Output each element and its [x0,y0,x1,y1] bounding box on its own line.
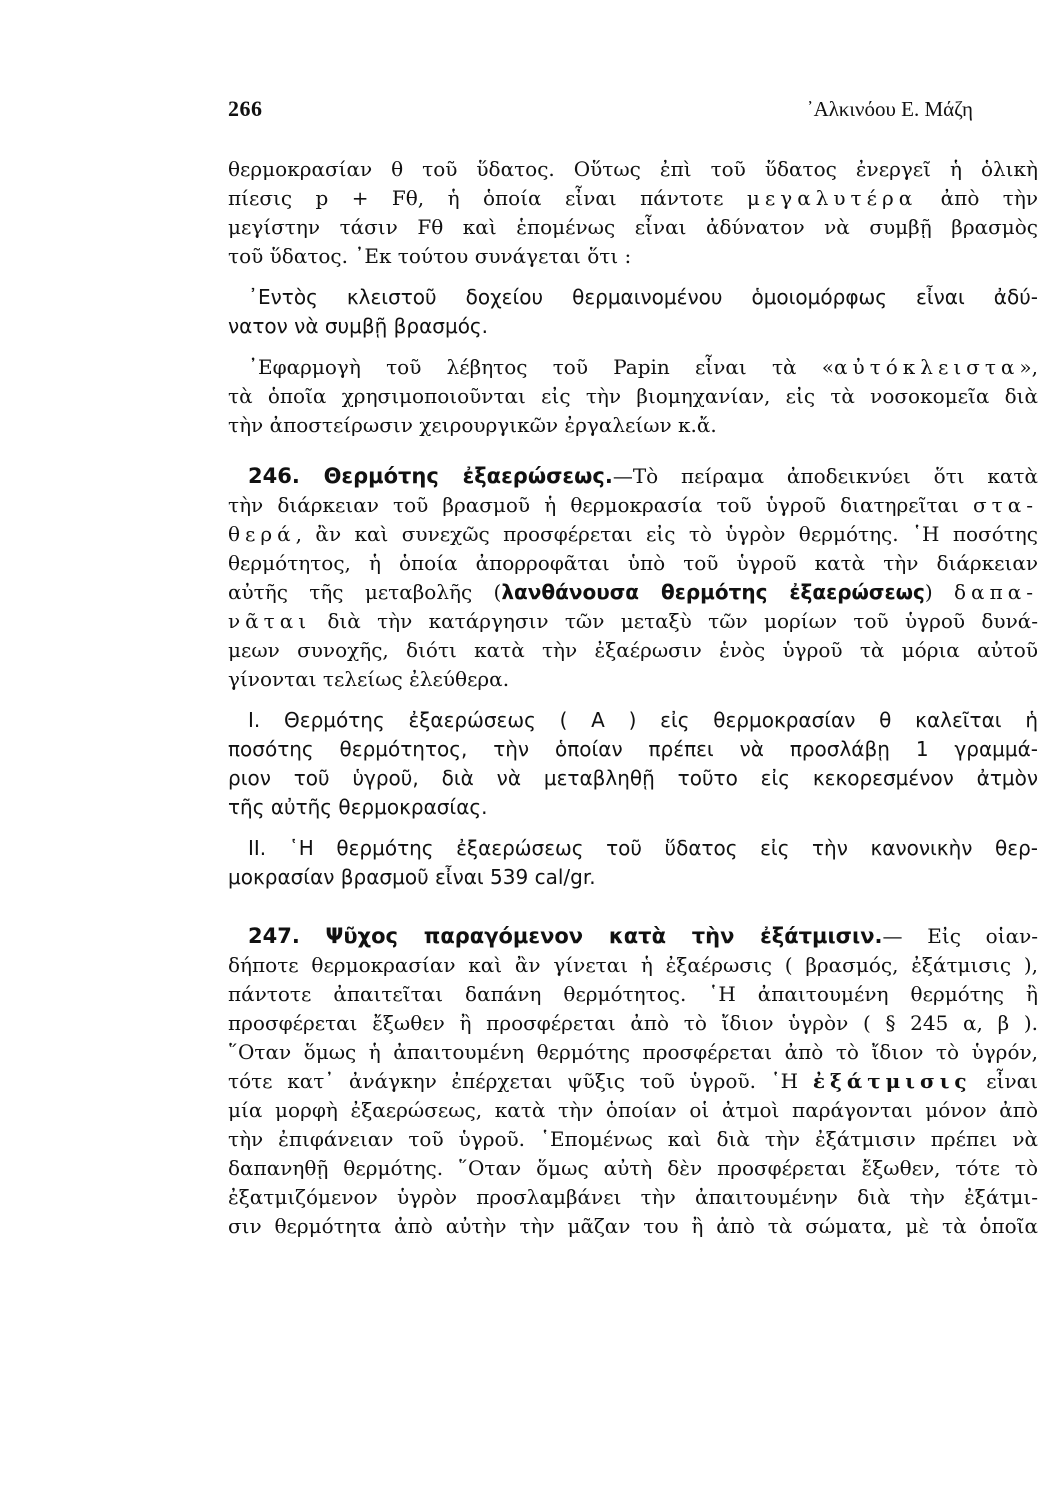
text-line: μοκρασίαν βρασμοῦ εἶναι 539 cal/gr. [228,865,596,889]
text-line: I. Θερμότης ἐξαερώσεως ( Α ) εἰς θερμοκρασίαν θ καλεῖται ἡ [248,708,1038,732]
text-line: θερμότητος, ἡ ὁποία ἀπορροφᾶται ὑπὸ τοῦ ὑγροῦ κατὰ τὴν διάρκειαν [228,551,1038,575]
text-line: 247. Ψῦχος παραγόμενον κατὰ τὴν ἐξάτμισιν.— Εἰς οἱαν- [248,924,1038,948]
text-line: νᾶται διὰ τὴν κατάργησιν τῶν μεταξὺ τῶν μορίων τοῦ ὑγροῦ δυνά- [228,609,1038,633]
text-line: προσφέρεται ἔξωθεν ἢ προσφέρεται ἀπὸ τὸ ἴδιον ὑγρὸν ( § 245 α, β ). [228,1011,1038,1035]
spaced-emphasis: μεγαλυτέρα [746,186,918,210]
paragraph-papin [228,353,1038,440]
text-line: 246. Θερμότης ἐξαερώσεως.—Τὸ πείραμα ἀποδεικνύει ὅτι κατὰ [248,464,1038,488]
page-body [228,155,1038,1241]
text-line: τὰ ὁποῖα χρησιμοποιοῦνται εἰς τὴν βιομηχανίαν, εἰς τὰ νοσοκομεῖα διὰ [228,384,1038,408]
text-line: δήποτε θερμοκρασίαν καὶ ἂν γίνεται ἡ ἐξαέρωσις ( βρασμός, ἐξάτμισις ), [228,953,1038,977]
text-line: τοῦ ὕδατος. ᾿Εκ τούτου συνάγεται ὅτι : [228,244,632,268]
text-line: II. ῾Η θερμότης ἐξαερώσεως τοῦ ὕδατος εἰς τὴν κανονικὴν θερ- [248,836,1038,860]
text-line: ἐξατμιζόμενον ὑγρὸν προσλαμβάνει τὴν ἀπαιτουμένην διὰ τὴν ἐξάτμι- [228,1185,1038,1209]
text-line: πάντοτε ἀπαιτεῖται δαπάνη θερμότητος. ῾Η ἀπαιτουμένη θερμότης ἢ [228,982,1038,1006]
text-line: θερμοκρασίαν θ τοῦ ὕδατος. Οὕτως ἐπὶ τοῦ ὕδατος ἐνεργεῖ ἡ ὁλικὴ [228,157,1038,181]
bold-term: λανθάνουσα θερμότης ἐξαερώσεως [501,580,925,604]
text-line: θερά, ἂν καὶ συνεχῶς προσφέρεται εἰς τὸ ὑγρὸν θερμότης. ῾Η ποσότης [228,522,1038,546]
text-line: πίεσις p + Fθ, ἡ ὁποία εἶναι πάντοτε μεγαλυτέρα ἀπὸ τὴν [228,186,1038,210]
text-line: μεων συνοχῆς, διότι κατὰ τὴν ἐξαέρωσιν ἑνὸς ὑγροῦ τὰ μόρια αὐτοῦ [228,638,1038,662]
rule-one [228,706,1038,822]
text-line: τότε κατ᾿ ἀνάγκην ἐπέρχεται ψῦξις τοῦ ὑγροῦ. ῾Η ἐξάτμισις εἶναι [228,1069,1038,1093]
text-line: τὴν ἐπιφάνειαν τοῦ ὑγροῦ. ῾Επομένως καὶ διὰ τὴν ἐξάτμισιν πρέπει νὰ [228,1127,1038,1151]
section-247 [228,922,1038,1241]
page-number: 266 [228,96,263,121]
text-line: ῞Οταν ὅμως ἡ ἀπαιτουμένη θερμότης προσφέρεται ἀπὸ τὸ ἴδιον τὸ ὑγρόν, [228,1040,1038,1064]
text-line: αὐτῆς τῆς μεταβολῆς (λανθάνουσα θερμότης ἐξαερώσεως) δαπα- [228,580,1038,604]
text-line: ριον τοῦ ὑγροῦ, διὰ νὰ μεταβληθῇ τοῦτο εἰς κεκορεσμένον ἀτμὸν [228,766,1038,790]
text-line: μία μορφὴ ἐξαερώσεως, κατὰ τὴν ὁποίαν οἱ ἀτμοὶ παράγονται μόνον ἀπὸ [228,1098,1038,1122]
spaced-emphasis: αὐτόκλειστα [834,355,1020,379]
text-line: ᾿Εφαρμογὴ τοῦ λέβητος τοῦ Papin εἶναι τὰ «αὐτόκλειστα», [248,355,1038,379]
running-head: ᾿Αλκινόου Ε. Μάζη [806,97,973,121]
spaced-emphasis: ἐξάτμισις [812,1069,972,1093]
paragraph-statement [228,283,1038,341]
text-line: ᾿Εντὸς κλειστοῦ δοχείου θερμαινομένου ὁμοιομόρφως εἶναι ἀδύ- [248,285,1038,309]
text-line: ποσότης θερμότητος, τὴν ὁποίαν πρέπει νὰ προσλάβῃ 1 γραμμά- [228,737,1038,761]
section-title: 246. Θερμότης ἐξαερώσεως. [248,464,613,488]
text-line: τὴν ἀποστείρωσιν χειρουργικῶν ἐργαλείων κ.ἄ. [228,413,717,437]
page-header [228,96,973,126]
rule-two [228,834,1038,892]
text-line: δαπανηθῇ θερμότης. ῞Οταν ὅμως αὐτὴ δὲν προσφέρεται ἔξωθεν, τότε τὸ [228,1156,1038,1180]
text-line: νατον νὰ συμβῇ βρασμός. [228,314,489,338]
text-line: γίνονται τελείως ἐλεύθερα. [228,667,510,691]
text-line: σιν θερμότητα ἀπὸ αὐτὴν τὴν μᾶζαν του ἢ ἀπὸ τὰ σώματα, μὲ τὰ ὁποῖα [228,1214,1038,1238]
text-line: τὴν διάρκειαν τοῦ βρασμοῦ ἡ θερμοκρασία τοῦ ὑγροῦ διατηρεῖται στα- [228,493,1038,517]
section-title: 247. Ψῦχος παραγόμενον κατὰ τὴν ἐξάτμισιν. [248,924,883,948]
text-line: τῆς αὐτῆς θερμοκρασίας. [228,795,488,819]
text-line: μεγίστην τάσιν Fθ καὶ ἑπομένως εἶναι ἀδύνατον νὰ συμβῇ βρασμὸς [228,215,1038,239]
paragraph-intro [228,155,1038,271]
section-246 [228,462,1038,694]
